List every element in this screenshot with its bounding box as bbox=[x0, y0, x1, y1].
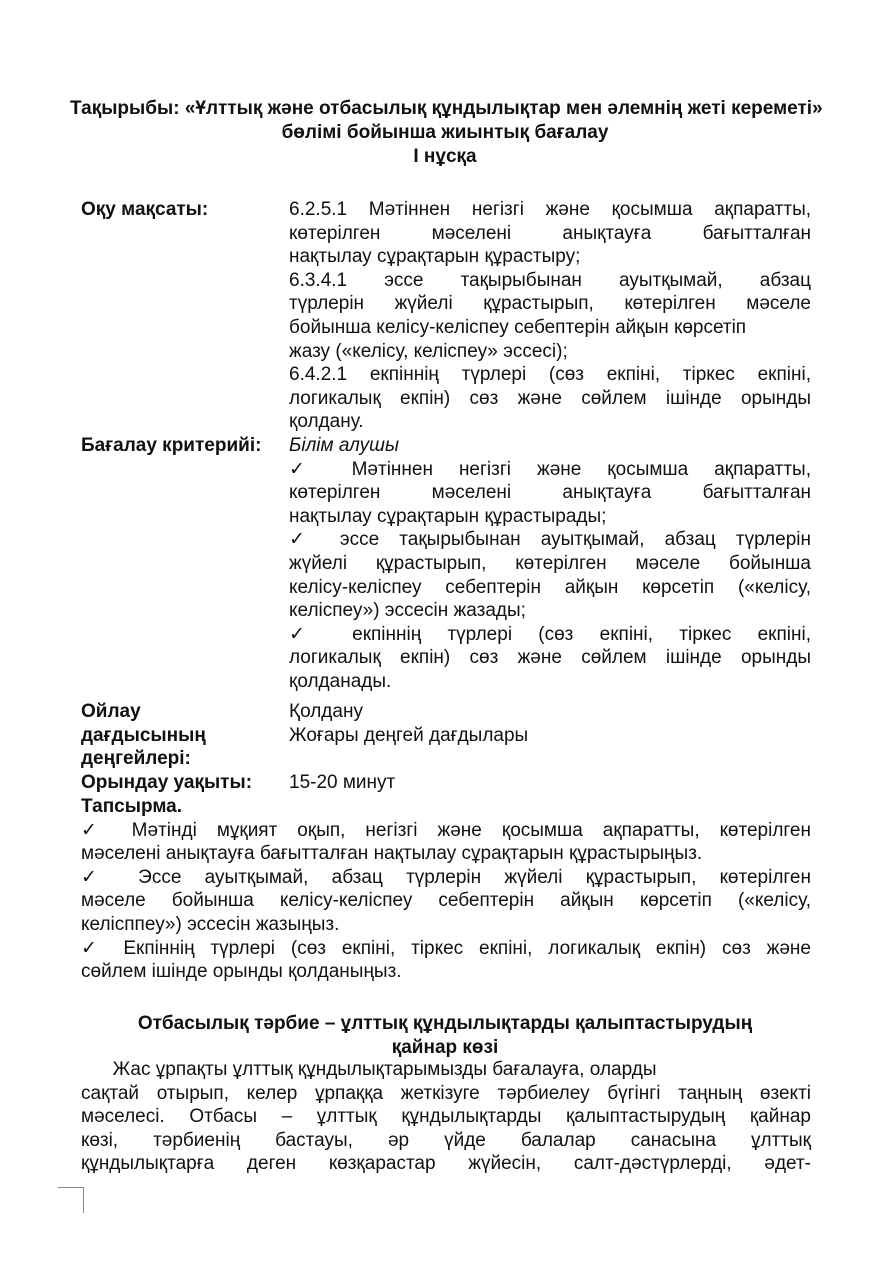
time-label: Орындау уақыты: bbox=[81, 772, 253, 793]
objective-line: көтерілген мәселені анықтауға бағытталған bbox=[289, 222, 811, 244]
thinking-level: Қолдану bbox=[289, 701, 363, 722]
criteria-line: келісу-келіспеу себептерін айқын көрсетіп («келісу, bbox=[289, 576, 811, 598]
criteria-subtitle: Білім алушы bbox=[289, 435, 399, 456]
objective-line: 6.2.5.1 Мәтіннен негізгі және қосымша ақпаратты, bbox=[289, 199, 811, 220]
criteria-line: логикалық екпін) сөз және сөйлем ішінде орынды bbox=[289, 647, 811, 669]
objective-line: 6.3.4.1 эссе тақырыбынан ауытқымай, абзац bbox=[289, 269, 811, 291]
text-line: көзі, тәрбиенің бастауы, әр үйде балалар санасына ұлттық bbox=[81, 1129, 811, 1151]
time-value: 15-20 минут bbox=[289, 772, 396, 793]
task-label: Тапсырма. bbox=[81, 796, 182, 817]
objectives-text bbox=[289, 198, 811, 434]
text-title-line-2: қайнар көзі bbox=[391, 1037, 499, 1058]
criteria-line: қолданады. bbox=[289, 670, 392, 692]
criteria-text bbox=[289, 434, 811, 694]
task-line: сөйлем ішінде орынды қолданыңыз. bbox=[81, 961, 402, 983]
objective-line: бойынша келісу-келіспеу себептерін айқын көрсетіп bbox=[289, 316, 747, 338]
objective-line: логикалық екпін) сөз және сөйлем ішінде орынды bbox=[289, 387, 811, 409]
criteria-line: көтерілген мәселені анықтауға бағытталған bbox=[289, 482, 811, 504]
objectives-label: Оқу мақсаты: bbox=[81, 199, 209, 220]
objective-line: 6.4.2.1 екпіннің түрлері (сөз екпіні, тіркес екпіні, bbox=[289, 364, 811, 386]
task-line: ✓ Эссе ауытқымай, абзац түрлерін жүйелі құрастырып, көтерілген bbox=[81, 866, 811, 888]
objective-line: қолдану. bbox=[289, 411, 364, 433]
criteria-line: ✓ екпіннің түрлері (сөз екпіні, тіркес екпіні, bbox=[289, 623, 811, 645]
criteria-line: нақтылау сұрақтарын құрастырады; bbox=[289, 505, 607, 527]
objective-line: жазу («келісу, келіспеу» эссесі); bbox=[289, 340, 568, 362]
thinking-label-line: деңгейлері: bbox=[81, 748, 191, 770]
objective-line: түрлерін жүйелі құрастырып, көтерілген мәселе bbox=[289, 293, 811, 315]
thinking-label-line: Ойлау bbox=[81, 701, 141, 722]
text-title-line-1: Отбасылық тәрбие – ұлттық құндылықтарды қалыптастырудың bbox=[137, 1013, 753, 1034]
text-line: құндылықтарға деген көзқарастар жүйесін, салт-дәстүрлерді, әдет- bbox=[81, 1153, 811, 1175]
task-line: мәселені анықтауға бағытталған нақтылау сұрақтарын құрастырыңыз. bbox=[81, 843, 703, 865]
objective-line: нақтылау сұрақтарын құрастыру; bbox=[289, 246, 581, 268]
criteria-line: жүйелі құрастырып, көтерілген мәселе бойынша bbox=[289, 552, 811, 574]
text-title bbox=[70, 1012, 820, 1060]
criteria-line: келіспеу») эссесін жазады; bbox=[289, 600, 526, 622]
text-line: сақтай отырып, келер ұрпаққа жеткізуге тәрбиелеу бүгінгі таңның өзекті bbox=[81, 1082, 811, 1104]
title-line-1: Тақырыбы: «Ұлттық және отбасылық құндылықтар мен әлемнің жеті кереметі» bbox=[70, 98, 823, 119]
task-line: келісппеу») эссесін жазыңыз. bbox=[81, 913, 340, 935]
task-section bbox=[81, 795, 811, 984]
thinking-label-line: дағдысының bbox=[81, 724, 206, 746]
text-line: Жас ұрпақты ұлттық құндылықтарымызды бағалауға, оларды bbox=[81, 1059, 657, 1080]
page-corner-mark bbox=[58, 1187, 84, 1213]
variant-label: І нұсқа bbox=[413, 146, 477, 167]
criteria-line: ✓ эссе тақырыбынан ауытқымай, абзац түрлерін bbox=[289, 529, 811, 551]
thinking-levels bbox=[289, 700, 811, 747]
text-body bbox=[81, 1058, 811, 1176]
task-line: ✓ Екпіннің түрлері (сөз екпіні, тіркес екпіні, логикалық екпін) сөз және bbox=[81, 937, 811, 959]
criteria-label: Бағалау критерийі: bbox=[81, 435, 262, 456]
thinking-level: Жоғары деңгей дағдылары bbox=[289, 724, 529, 746]
criteria-line: ✓ Мәтіннен негізгі және қосымша ақпаратты, bbox=[289, 458, 811, 480]
task-line: ✓ Мәтінді мұқият оқып, негізгі және қосымша ақпаратты, көтерілген bbox=[81, 819, 811, 841]
thinking-label bbox=[81, 700, 286, 771]
text-line: мәселесі. Отбасы – ұлттық құндылықтарды қалыптастырудың қайнар bbox=[81, 1106, 811, 1128]
task-line: мәселе бойынша келісу-келіспеу себептерін айқын көрсетіп («келісу, bbox=[81, 890, 811, 912]
document-title bbox=[70, 97, 823, 169]
title-line-2: бөлімі бойынша жиынтық бағалау bbox=[281, 122, 609, 143]
